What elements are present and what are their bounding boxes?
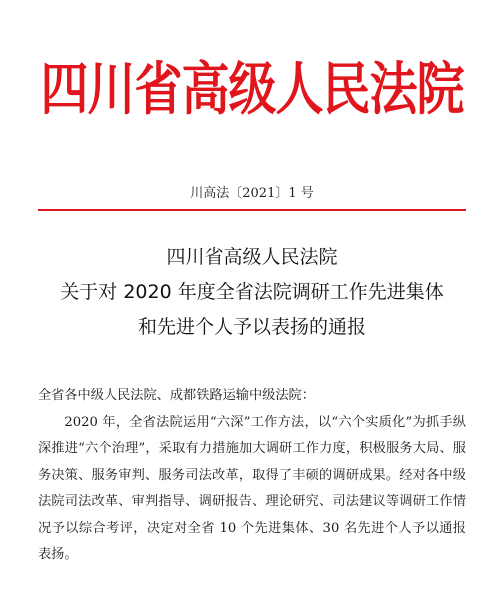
title-line-2: 关于对 2020 年度全省法院调研工作先进集体 [60,281,444,303]
body-paragraph: 2020 年，全省法院运用“六深”工作方法，以“六个实质化”为抓手纵深推进“六个治理”，采取有力措施加大调研工作力度，积极服务大局、服务决策、服务审判、服务司法改革，取得了丰硕的调研成果。经对各中级法院司法改革、审判指导、调研报告、理论研究、司法建议等调研工作情况予以综合考评，决定对全省 10 个先进集体、30 名先进个人予以通报表扬。 [38,414,466,562]
red-divider-line [38,209,466,211]
document-title [0,240,504,345]
title-line-1: 四川省高级人民法院 [166,246,338,268]
document-body [38,383,466,569]
title-line-3: 和先进个人予以表扬的通报 [137,316,366,338]
salutation: 全省各中级人民法院、成都铁路运输中级法院： [38,388,315,403]
masthead-title: 四川省高级人民法院 [40,56,464,123]
document-number: 川高法〔2021〕1 号 [190,186,314,201]
